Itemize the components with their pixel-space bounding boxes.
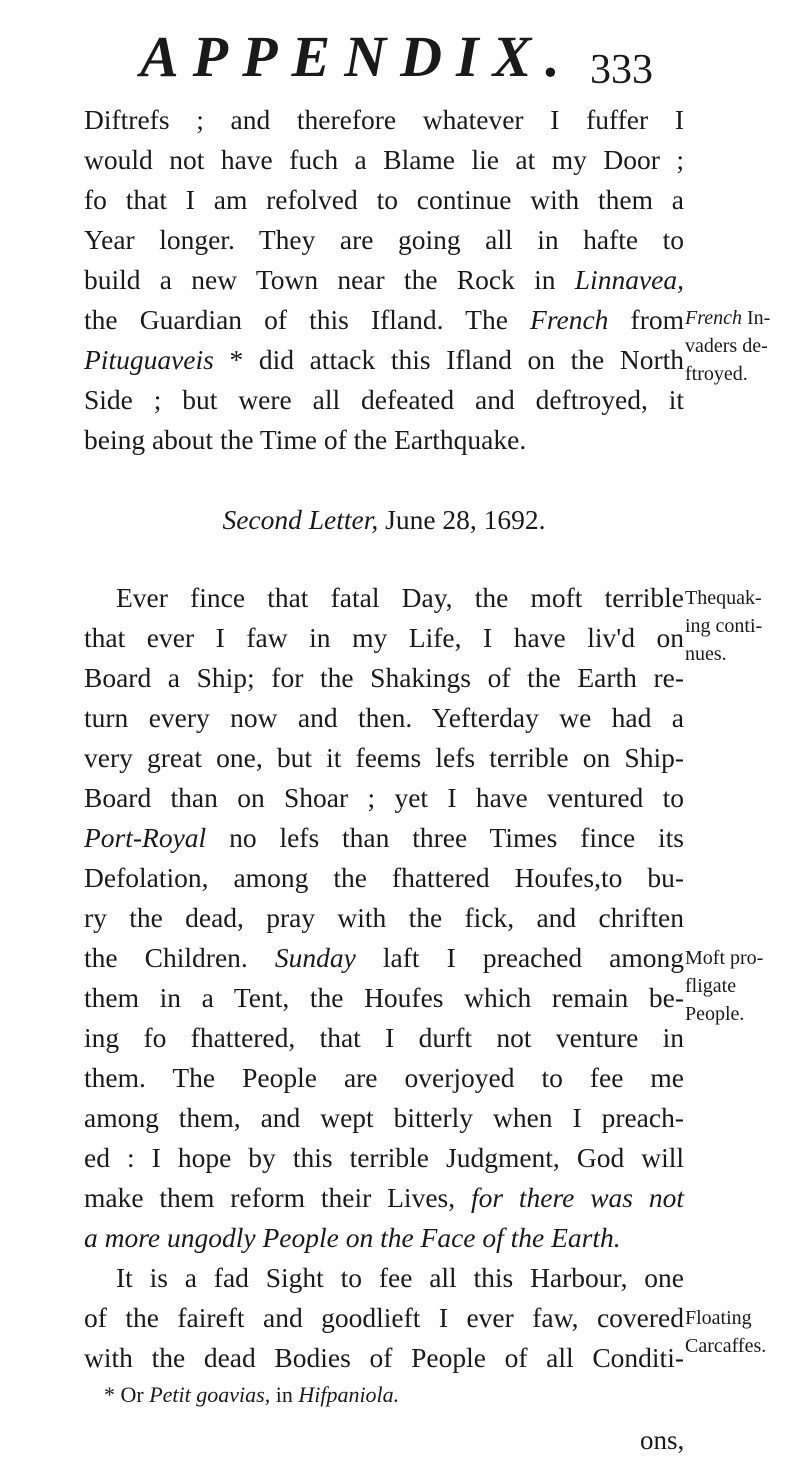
text-run: make them reform their Lives, — [84, 1182, 456, 1213]
text-line — [84, 1178, 684, 1218]
text-line: Year longer. They are going all in hafte to — [84, 224, 684, 255]
margin-note: fligate — [685, 975, 737, 997]
text-line: among them, and wept bitterly when I preach- — [84, 1102, 684, 1133]
margin-note-text: In- — [747, 307, 771, 329]
footnote-text: in — [275, 1382, 293, 1407]
day-name: Sunday — [274, 942, 356, 973]
place-name: Linnavea, — [574, 264, 684, 295]
place-name: Port-Royal — [84, 822, 207, 853]
text-line — [84, 340, 684, 380]
margin-note: Moft pro- — [685, 947, 764, 969]
margin-note: Thequak- — [685, 587, 762, 609]
margin-note: People. — [685, 1003, 745, 1025]
text-run: * did attack this Ifland on the North — [229, 344, 685, 375]
text-run: the Children. — [84, 942, 248, 973]
text-line: It is a fad Sight to fee all this Harbour, one — [116, 1262, 684, 1293]
margin-note — [685, 304, 797, 332]
text-line: very great one, but it feems lefs terrible on Ship- — [84, 742, 684, 773]
margin-note: nues. — [685, 643, 727, 665]
heading-date: June 28, 1692. — [385, 504, 546, 535]
text-line: of the faireft and goodlieft I ever faw, covered — [84, 1302, 684, 1333]
text-line: a more ungodly People on the Face of the Earth. — [84, 1222, 621, 1253]
footnote-mark: * Or — [104, 1382, 144, 1407]
text-line: Ever fince that fatal Day, the moft terrible — [116, 582, 684, 613]
margin-note: Carcaffes. — [685, 1335, 767, 1357]
emphasis-text: for there was not — [470, 1182, 684, 1213]
text-line: ing fo fhattered, that I durft not venture in — [84, 1022, 684, 1053]
text-line: them. The People are overjoyed to fee me — [84, 1062, 684, 1093]
text-line: ry the dead, pray with the fick, and chriften — [84, 902, 684, 933]
margin-note-text: French — [685, 307, 743, 329]
text-line: Side ; but were all defeated and deftroyed, it — [84, 384, 684, 415]
text-run: no lefs than three Times fince its — [229, 822, 685, 853]
section-heading — [84, 500, 684, 540]
text-run: laft I preached among — [382, 942, 684, 973]
nation-name: French — [530, 304, 609, 335]
margin-note: ftroyed. — [685, 363, 748, 385]
footnote-term: Petit goavias, — [149, 1382, 271, 1407]
catchword: ons, — [640, 1425, 685, 1455]
margin-note: Floating — [685, 1307, 752, 1329]
text-line — [84, 818, 684, 858]
margin-note: vaders de- — [685, 335, 768, 357]
text-line: would not have fuch a Blame lie at my Door ; — [84, 144, 684, 175]
text-line — [84, 300, 684, 340]
text-run: build a new Town near the Rock in — [84, 264, 556, 295]
page-number: 333 — [590, 47, 653, 93]
text-line: Board than on Shoar ; yet I have ventured to — [84, 782, 684, 813]
text-line: fo that I am refolved to continue with them a — [84, 184, 684, 215]
text-line: Board a Ship; for the Shakings of the Earth re- — [84, 662, 684, 693]
margin-note: ing conti- — [685, 615, 763, 637]
text-line — [84, 938, 684, 978]
text-run: from — [630, 304, 684, 335]
heading-title: Second Letter, — [222, 504, 379, 535]
text-run: the Guardian of this Ifland. The — [84, 304, 508, 335]
footnote — [104, 1380, 399, 1410]
text-line — [84, 260, 684, 300]
text-line: Diftrefs ; and therefore whatever I fuffer I — [84, 104, 684, 135]
text-line: them in a Tent, the Houfes which remain be- — [84, 982, 684, 1013]
text-line: turn every now and then. Yefterday we had a — [84, 702, 684, 733]
place-name: Pituguaveis — [84, 344, 214, 375]
text-line: that ever I faw in my Life, I have liv'd on — [84, 622, 684, 653]
text-line: with the dead Bodies of People of all Conditi- — [84, 1342, 684, 1373]
footnote-place: Hifpaniola. — [298, 1382, 400, 1407]
text-line: ed : I hope by this terrible Judgment, God will — [84, 1142, 684, 1173]
text-line: being about the Time of the Earthquake. — [84, 424, 527, 455]
running-header: APPENDIX. — [140, 24, 574, 89]
text-line: Defolation, among the fhattered Houfes,to bu- — [84, 862, 684, 893]
